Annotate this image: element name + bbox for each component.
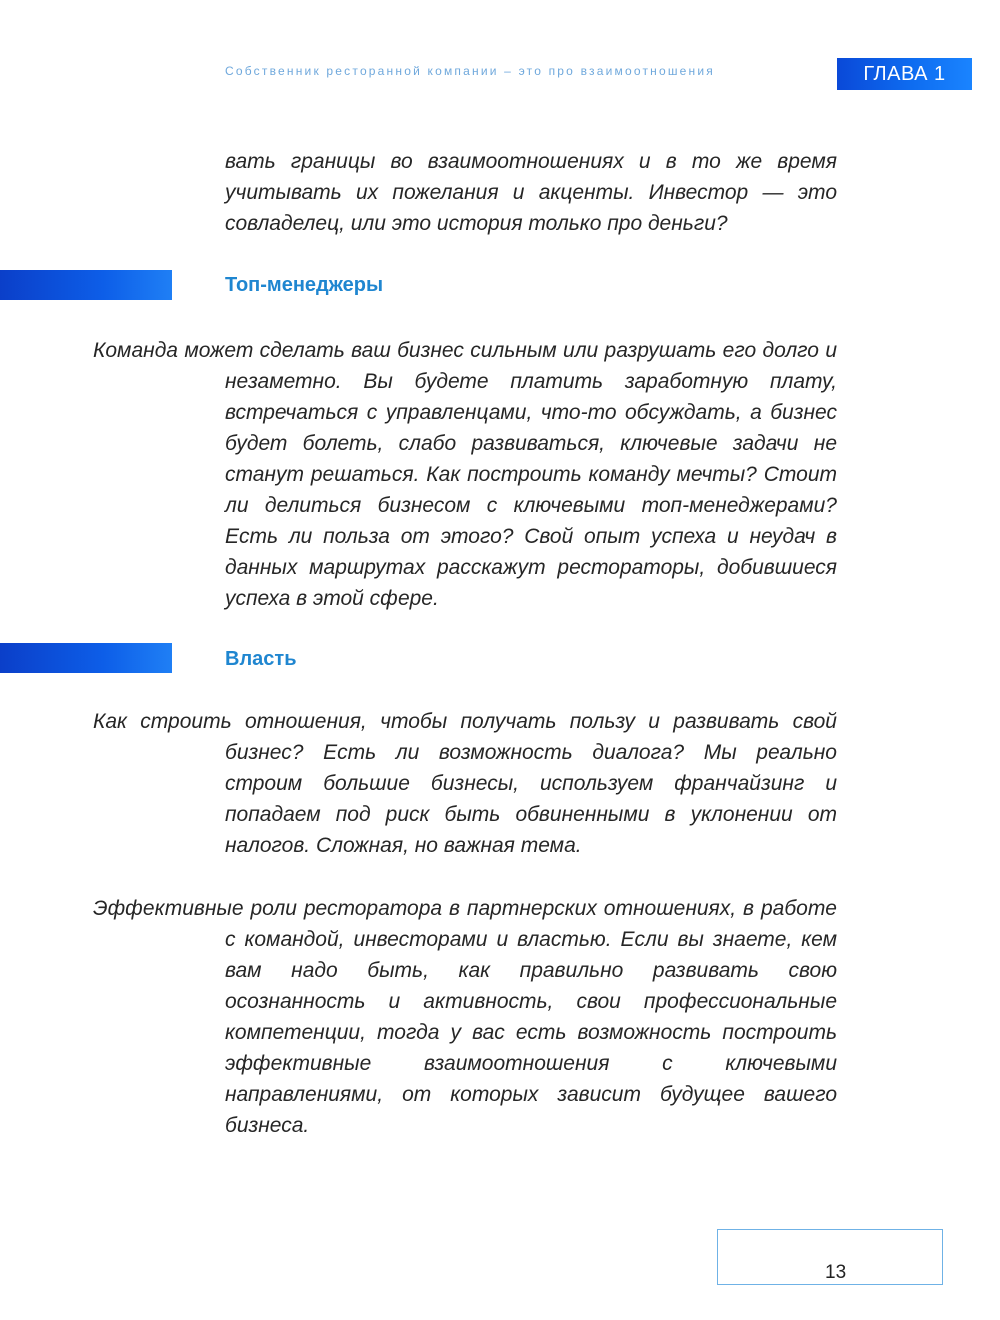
- page-number: 13: [825, 1262, 847, 1283]
- closing-paragraph: Эффективные роли ресторатора в партнерских отношениях, в работе с командой, инвесторами и властью. Если вы знаете, кем вам надо быть, как правильно развивать свою осознанность и активность, свои профессиональные компетенции, тогда у вас есть возможность построить эффективные взаимоотношения с ключевыми направлениями, от которых зависит будущее вашего бизнеса.: [93, 897, 837, 1137]
- power-paragraph: Как строить отношения, чтобы получать пользу и развивать свой бизнес? Есть ли возможность диалога? Мы реально строим большие бизнесы, используем франчайзинг и попадаем под риск быть обвиненными в уклонении от налогов. Сложная, но важная тема.: [93, 710, 837, 857]
- section-title-top-managers: Топ-менеджеры: [225, 274, 384, 296]
- section-title-power: Власть: [225, 648, 297, 670]
- section-bar-power: [0, 643, 172, 673]
- running-header: Собственник ресторанной компании – это про взаимоотношения: [225, 64, 715, 78]
- section-bar-top-managers: [0, 270, 172, 300]
- top-managers-paragraph: Команда может сделать ваш бизнес сильным или разрушать его долго и незаметно. Вы будете платить заработную плату, встречаться с управленцами, что-то обсуждать, а бизнес будет болеть, слабо развиваться, ключевые задачи не станут решаться. Как построить команду мечты? Стоит ли делиться бизнесом с ключевыми топ-менеджерами? Есть ли польза от этого? Свой опыт успеха и неудач в данных маршрутах расскажут рестораторы, добившиеся успеха в этой сфере.: [93, 339, 837, 610]
- chapter-tab: ГЛАВА 1: [837, 58, 972, 90]
- continuation-paragraph: вать границы во взаимоотношениях и в то же время учитывать их пожелания и акценты. Инвестор — это совладелец, или это история только про деньги?: [225, 150, 837, 235]
